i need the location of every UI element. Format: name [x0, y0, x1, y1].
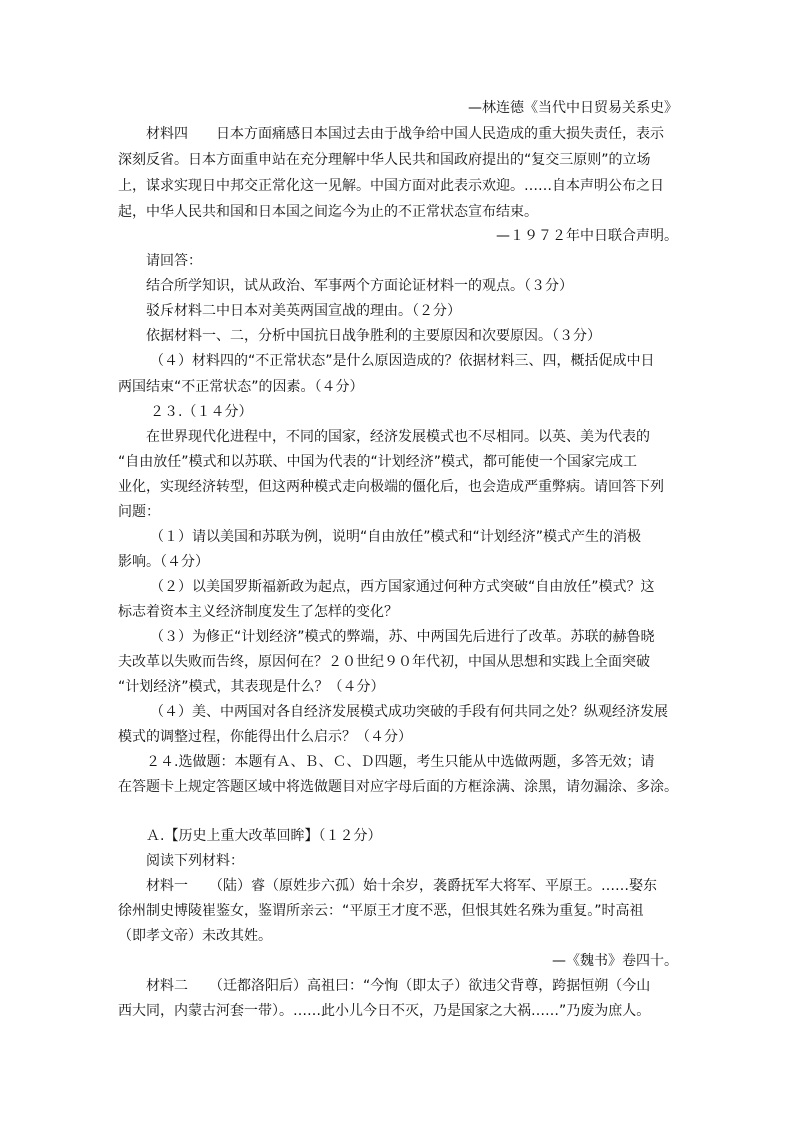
material-line: 徐州制史博陵崔鉴女，鉴谓所亲云：“平原王才度不恶，但恨其姓名殊为重复。”时高祖 — [118, 903, 644, 919]
question-line: 两国结束“不正常状态”的因素。（４分） — [118, 379, 364, 395]
question-line: 业化，实现经济转型，但这两种模式走向极端的僵化后，也会造成严重弊病。请回答下列 — [118, 479, 664, 495]
question-line: 在世界现代化进程中，不同的国家，经济发展模式也不尽相同。以英、美为代表的 — [146, 429, 650, 445]
material-line: （即孝文帝）未改其姓。 — [118, 928, 272, 944]
question-line: （１）请以美国和苏联为例，说明“自由放任”模式和“计划经济”模式产生的消极 — [150, 529, 642, 545]
question-line: （２）以美国罗斯福新政为起点，西方国家通过何种方式突破“自由放任”模式？这 — [150, 579, 655, 595]
source-citation: —《魏书》卷四十。 — [552, 953, 678, 969]
question-line: 请回答： — [146, 253, 202, 269]
source-citation: —林连德《当代中日贸易关系史》 — [468, 100, 678, 116]
question-line: 问题： — [118, 504, 160, 520]
question-line: “自由放任”模式和以苏联、中国为代表的“计划经济”模式，都可能使一个国家完成工 — [118, 454, 638, 470]
question-line: 依据材料一、二，分析中国抗日战争胜利的主要原因和次要原因。（３分） — [146, 328, 601, 344]
question-line: 结合所学知识，试从政治、军事两个方面论证材料一的观点。（３分） — [146, 278, 573, 294]
question-23-title: ２３.（１４分） — [150, 404, 253, 420]
source-citation: —１９７２年中日联合声明。 — [496, 228, 678, 244]
question-line: （３）为修正“计划经济”模式的弊端，苏、中两国先后进行了改革。苏联的赫鲁晓 — [150, 629, 655, 645]
material-line: 材料二 （迁都洛阳后）高祖曰：“今恂（即太子）欲违父背尊，跨据恒朔（今山 — [146, 978, 651, 994]
material-four-line: 深刻反省。日本方面重申站在充分理解中华人民共和国政府提出的“复交三原则”的立场 — [118, 152, 651, 168]
material-four-line: 材料四 日本方面痛感日本国过去由于战争给中国人民造成的重大损失责任，表示 — [146, 126, 664, 142]
question-24-line: ２４.选做题：本题有Ａ、Ｂ、Ｃ、Ｄ四题，考生只能从中选做两题，多答无效；请 — [146, 754, 655, 770]
section-a-intro: 阅读下列材料： — [146, 853, 244, 869]
material-four-line: 上，谋求实现日中邦交正常化这一见解。中国方面对此表示欢迎。……自本声明公布之日 — [118, 178, 664, 194]
question-line: 驳斥材料二中日本对美英两国宣战的理由。（２分） — [146, 303, 461, 319]
question-line: 标志着资本主义经济制度发生了怎样的变化？ — [118, 604, 398, 620]
section-a-title: Ａ.【历史上重大改革回眸】（１２分） — [146, 828, 382, 844]
question-line: 模式的调整过程，你能得出什么启示？（４分） — [118, 729, 412, 745]
question-line: 影响。（４分） — [118, 554, 209, 570]
material-line: 材料一 （陆）睿（原姓步六孤）始十余岁，袭爵抚军大将军、平原王。……娶东 — [146, 878, 657, 894]
material-line: 西大同，内蒙古河套一带）。……此小儿今日不灭，乃是国家之大祸……”乃废为庶人。 — [118, 1003, 651, 1019]
material-four-line: 起，中华人民共和国和日本国之间迄今为止的不正常状态宣布结束。 — [118, 204, 538, 220]
question-line: （４）材料四的“不正常状态”是什么原因造成的？依据材料三、四，概括促成中日 — [150, 353, 655, 369]
question-24-line: 在答题卡上规定答题区域中将选做题目对应字母后面的方框涂满、涂黑，请勿漏涂、多涂。 — [118, 779, 678, 795]
question-line: “计划经济”模式，其表现是什么？（４分） — [118, 679, 385, 695]
question-line: （４）美、中两国对各自经济发展模式成功突破的手段有何共同之处？纵观经济发展 — [150, 704, 668, 720]
question-line: 夫改革以失败而告终，原因何在？２０世纪９０年代初，中国从思想和实践上全面突破 — [118, 654, 650, 670]
